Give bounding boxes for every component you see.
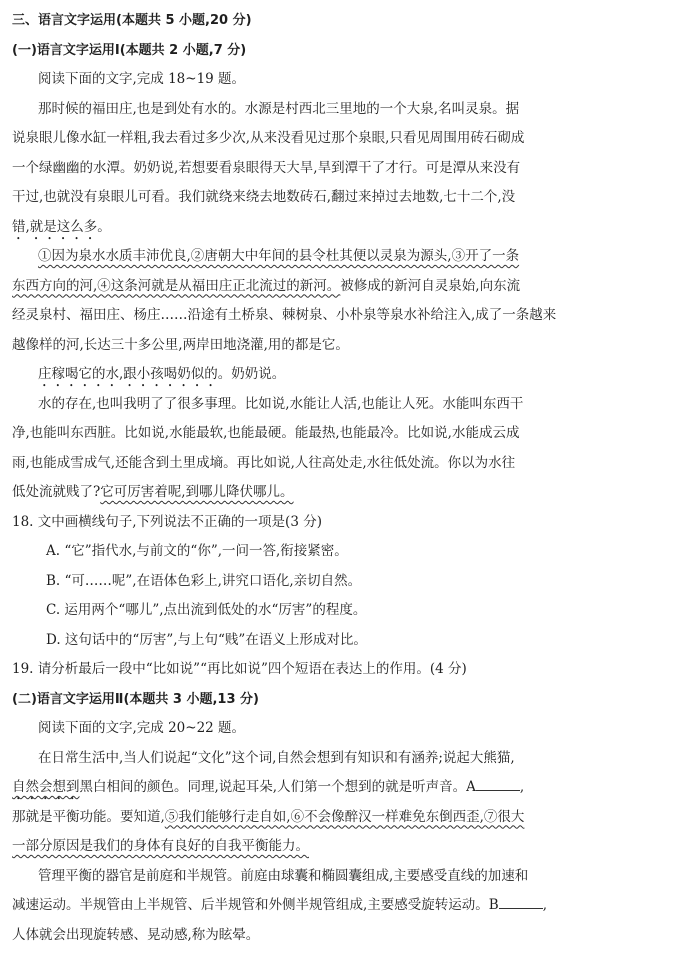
part2-p2-line1: 管理平衡的器官是前庭和半规管。前庭由球囊和椭圆囊组成,主要感受直线的加速和 (38, 867, 529, 884)
part1-p4-line3: 雨,也能成雪成气,还能含到土里成墒。再比如说,人往高处走,水往低处流。你以为水往 (12, 454, 516, 471)
question-18-stem: 18. 文中画横线句子,下列说法不正确的一项是(3 分) (12, 513, 322, 530)
paragraph-text: 奶奶说。 (231, 366, 286, 382)
part1-p1-line2: 说泉眼儿像水缸一样粗,我去看过多少次,从来没看见过那个泉眼,只看见周围用砖石砌成 (12, 130, 525, 146)
part2-p1-line3 (12, 803, 679, 833)
blank-b (499, 894, 543, 909)
part1-p1-line5 (12, 213, 679, 243)
part1-instruction: 阅读下面的文字,完成 18~19 题。 (38, 71, 246, 87)
paragraph-text: 低处流就贱了? (12, 484, 101, 500)
question-19: 19. 请分析最后一段中“比如说”“再比如说”四个短语在表达上的作用。(4 分) (12, 661, 467, 677)
part1-p1-line3: 一个绿幽幽的水潭。奶奶说,若想要看泉眼得天大旱,旱到潭干了才行。可是潭从来没有 (12, 159, 521, 176)
blank-a (476, 776, 520, 791)
part1-p3 (12, 360, 679, 390)
part2-p1-line2 (12, 773, 679, 803)
underlined-sentence: 它可厉害着呢,到哪儿降伏哪儿。 (100, 484, 294, 500)
wavy-sentence: ①因为泉水水质丰沛优良,②唐朝大中年间的县令杜其便以灵泉为源头,③开了一条 (38, 248, 520, 264)
dotted-phrase: 自然会想到 (12, 779, 80, 795)
part1-title: (一)语言文字运用Ⅰ(本题共 2 小题,7 分) (12, 42, 247, 58)
part2-title: (二)语言文字运用Ⅱ(本题共 3 小题,13 分) (12, 691, 259, 707)
paragraph-text: 黑白相间的颜色。同理,说起耳朵,人们第一个想到的就是听声音。A (79, 779, 476, 795)
paragraph-text: , (542, 897, 548, 913)
part1-p2-line2 (12, 272, 679, 302)
part1-p1-line4: 干过,也就没有泉眼儿可看。我们就绕来绕去地数砖石,翻过来掉过去地数,七十二个,没 (12, 189, 516, 205)
question-18-option-a: A. “它”指代水,与前文的“你”,一问一答,衔接紧密。 (46, 543, 348, 559)
paragraph-text: 减速运动。半规管由上半规管、后半规管和外侧半规管组成,主要感受旋转运动。B (12, 897, 499, 913)
paragraph-text: 被修成的新河自灵泉始,向东流 (340, 277, 521, 294)
dotted-phrase: 错,就是这么多。 (12, 218, 111, 235)
wavy-sentence: 一部分原因是我们的身体有良好的自我平衡能力。 (12, 838, 309, 854)
paragraph-text: 那就是平衡功能。要知道, (12, 808, 165, 825)
wavy-sentence: 东西方向的河,④这条河就是从福田庄正北流过的新河。 (12, 277, 341, 294)
part1-p1-line1: 那时候的福田庄,也是到处有水的。水源是村西北三里地的一个大泉,名叫灵泉。据 (38, 100, 520, 117)
part2-p2-line3: 人体就会出现旋转感、晃动感,称为眩晕。 (12, 926, 260, 943)
part1-p2-line1 (12, 242, 679, 272)
part2-p2-line2 (12, 891, 679, 921)
part2-p1-line1: 在日常生活中,当人们说起“文化”这个词,自然会想到有知识和有涵养;说起大熊猫, (38, 749, 515, 766)
question-18-option-d: D. 这句话中的“厉害”,与上句“贱”在语义上形成对比。 (46, 631, 367, 648)
question-18-option-c: C. 运用两个“哪儿”,点出流到低处的水“厉害”的程度。 (46, 602, 367, 618)
part1-p4-line4 (12, 478, 679, 508)
dotted-phrase: 庄稼喝它的水,跟小孩喝奶似的。 (38, 366, 232, 382)
part1-p2-line3: 经灵泉村、福田庄、杨庄……沿途有土桥泉、棘树泉、小朴泉等泉水补给注入,成了一条越来 (12, 307, 557, 323)
part2-p1-line4 (12, 832, 679, 862)
question-18-option-b: B. “可……呢”,在语体色彩上,讲究口语化,亲切自然。 (46, 572, 362, 589)
wavy-sentence: ⑤我们能够行走自如,⑥不会像醉汉一样难免东倒西歪,⑦很大 (164, 808, 525, 825)
part2-instruction: 阅读下面的文字,完成 20~22 题。 (38, 720, 246, 736)
part1-p4-line2: 净,也能叫东西脏。比如说,水能最软,也能最硬。能最热,也能最冷。比如说,水能成云成 (12, 425, 520, 441)
paragraph-text: , (519, 779, 525, 795)
part1-p2-line4: 越像样的河,长达三十多公里,两岸田地浇灌,用的都是它。 (12, 336, 349, 353)
section-title: 三、语言文字运用(本题共 5 小题,20 分) (12, 13, 252, 28)
part1-p4-line1: 水的存在,也叫我明了了很多事理。比如说,水能让人活,也能让人死。水能叫东西干 (38, 395, 524, 412)
